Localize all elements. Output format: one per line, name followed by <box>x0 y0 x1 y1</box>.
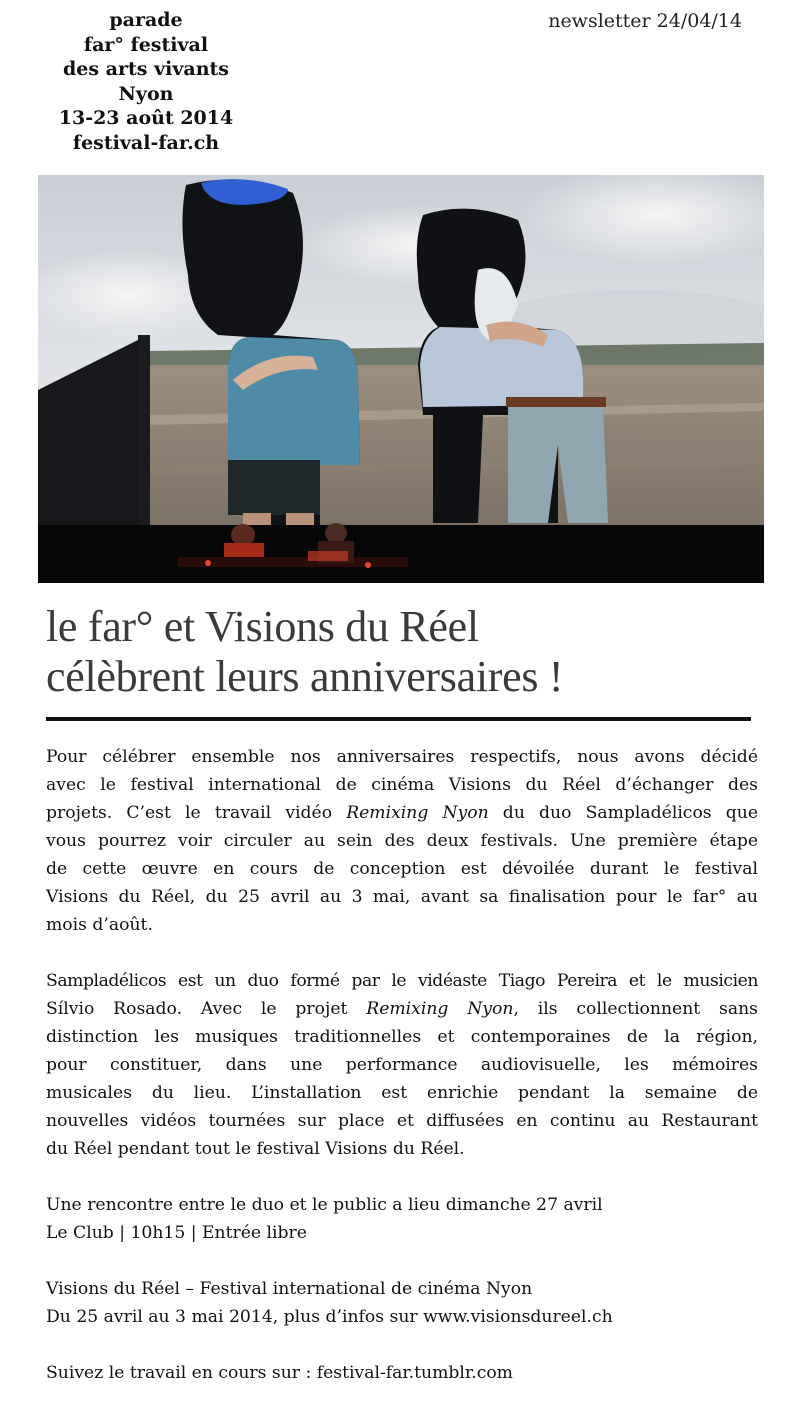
paragraph-line: Visions du Réel – Festival international de cinéma Nyon <box>46 1279 533 1299</box>
article-headline <box>46 602 766 702</box>
masthead-subtitle: des arts vivants <box>63 58 229 80</box>
paragraph-line <box>46 995 758 1023</box>
masthead <box>46 8 246 155</box>
paragraph-visions-du-reel <box>46 1275 758 1331</box>
paragraph-line: musicales du lieu. L’installation est enrichie pendant la semaine de <box>46 1083 758 1103</box>
paragraph-line: avec le festival international de cinéma Visions du Réel d’échanger des <box>46 775 758 795</box>
paragraph-meeting <box>46 1191 758 1247</box>
paragraph-line <box>46 799 758 827</box>
text-run: , ils collectionnent sans <box>513 999 758 1019</box>
project-title: Remixing Nyon <box>346 803 489 823</box>
masthead-city: Nyon <box>118 82 174 105</box>
paragraph-line: Sampladélicos est un duo formé par le vidéaste Tiago Pereira et le musicien <box>46 971 758 991</box>
paragraph-intro <box>46 743 758 939</box>
paragraph-line: nouvelles vidéos tournées sur place et diffusées en continu au Restaurant <box>46 1111 758 1131</box>
paragraph-line: Pour célébrer ensemble nos anniversaires respectifs, nous avons décidé <box>46 747 758 767</box>
headline-line-1: le far° et Visions du Réel <box>46 602 479 651</box>
text-run: projets. C’est le travail vidéo <box>46 803 347 823</box>
newsletter-date: newsletter 24/04/14 <box>548 10 742 32</box>
headline-divider <box>46 717 751 721</box>
masthead-dates: 13-23 août 2014 <box>58 107 234 129</box>
paragraph-line: pour constituer, dans une performance audiovisuelle, les mémoires <box>46 1055 758 1075</box>
hero-photo <box>38 175 764 583</box>
paragraph-line: Une rencontre entre le duo et le public a lieu dimanche 27 avril <box>46 1195 603 1215</box>
paragraph-line: du Réel pendant tout le festival Visions du Réel. <box>46 1139 465 1159</box>
visionsdureel-link[interactable]: Du 25 avril au 3 mai 2014, plus d’infos sur www.visionsdureel.ch <box>46 1307 613 1327</box>
article-body <box>46 743 758 1415</box>
hero-photo-illustration <box>38 175 764 583</box>
text-run: Sílvio Rosado. Avec le projet <box>46 999 367 1019</box>
headline-line-2: célèbrent leurs anniversaires ! <box>46 652 564 701</box>
paragraph-sampladelicos <box>46 967 758 1163</box>
paragraph-line: de cette œuvre en cours de conception est dévoilée durant le festival <box>46 859 758 879</box>
paragraph-follow <box>46 1359 758 1387</box>
paragraph-line: vous pourrez voir circuler au sein des deux festivals. Une première étape <box>46 831 758 851</box>
paragraph-line: mois d’août. <box>46 915 153 935</box>
paragraph-line: distinction les musiques traditionnelles et contemporaines de la région, <box>46 1027 758 1047</box>
masthead-website-link[interactable]: festival-far.ch <box>72 131 220 154</box>
masthead-title: parade <box>109 9 183 31</box>
project-title: Remixing Nyon <box>366 999 514 1019</box>
text-run: du duo Sampladélicos que <box>488 803 758 823</box>
paragraph-line: Le Club | 10h15 | Entrée libre <box>46 1223 307 1243</box>
paragraph-line: Visions du Réel, du 25 avril au 3 mai, avant sa finalisation pour le far° au <box>46 887 758 907</box>
masthead-festival-name: far° festival <box>83 33 209 56</box>
tumblr-link[interactable]: Suivez le travail en cours sur : festival-far.tumblr.com <box>46 1363 513 1383</box>
